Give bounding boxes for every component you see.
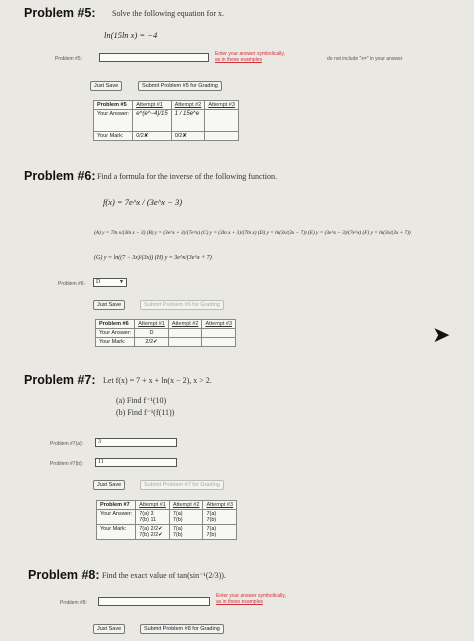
- attempt-1-link[interactable]: Attempt #1: [136, 501, 170, 510]
- problem-5-hint-line1: Enter your answer symbolically,: [215, 51, 285, 57]
- problem-8-title: Problem #8:: [28, 568, 100, 582]
- problem-6-equation: f(x) = 7e^x / (3e^x − 3): [103, 197, 183, 207]
- problem-5-title: Problem #5:: [24, 6, 96, 20]
- problem-8-just-save-button[interactable]: Just Save: [93, 624, 125, 634]
- problem-6-just-save-button[interactable]: Just Save: [93, 300, 125, 310]
- problem-8-submit-button[interactable]: Submit Problem #8 for Grading: [140, 624, 224, 634]
- problem-5-prompt: Solve the following equation for x.: [112, 9, 224, 18]
- mark-cell: [202, 338, 236, 347]
- problem-6-prompt: Find a formula for the inverse of the following function.: [97, 172, 277, 181]
- problem-5-results-table: [93, 100, 239, 141]
- table-header: Problem #7: [97, 501, 136, 510]
- problem-7-results-table: [96, 500, 237, 540]
- attempt-3-link[interactable]: Attempt #3: [205, 101, 239, 110]
- problem-7-just-save-button[interactable]: Just Save: [93, 480, 125, 490]
- attempt-2-link[interactable]: Attempt #2: [169, 501, 203, 510]
- row-label: Your Mark:: [97, 525, 136, 540]
- answer-cell: 1 / 15e^e: [171, 110, 205, 132]
- problem-6-choices-row1: (A) y = 7ln x/(3ln x − 3) (B) y = (3e^x + 3)/(7e^x) (C) y = (3ln x + 3)/(7ln x) (D) y = ln(3x/(3x − 7)) (E) y = (3e^x − 3)/(7e^x) (F) y = ln(3x/(3x + 7)): [94, 230, 411, 236]
- mouse-cursor-icon: ➤: [432, 322, 451, 347]
- problem-5-examples-link[interactable]: as in these examples: [215, 57, 262, 63]
- problem-8-examples-link[interactable]: as in these examples: [216, 599, 263, 605]
- mark-cell: 2/2✔: [135, 338, 169, 347]
- problem-6-select[interactable]: [93, 278, 127, 287]
- attempt-1-link[interactable]: Attempt #1: [135, 320, 169, 329]
- problem-7-part-a: (a) Find f⁻¹(10): [116, 396, 167, 405]
- table-header: Problem #5: [94, 101, 133, 110]
- problem-8-hint-line1: Enter your answer symbolically,: [216, 593, 286, 599]
- mark-cell: 0/2✘: [171, 132, 205, 141]
- answer-cell: D: [135, 329, 169, 338]
- problem-6-label: Problem #6:: [58, 281, 85, 287]
- problem-8-answer-field[interactable]: [98, 597, 210, 606]
- problem-8-hint: [216, 593, 286, 605]
- answer-cell: [168, 329, 202, 338]
- problem-5-just-save-button[interactable]: Just Save: [90, 81, 122, 91]
- answer-cell: 7(a) 7(b): [169, 510, 203, 525]
- problem-6-selected-value: D: [96, 279, 101, 285]
- answer-cell: [202, 329, 236, 338]
- attempt-2-link[interactable]: Attempt #2: [171, 101, 205, 110]
- problem-7-prompt: Let f(x) = 7 + x + ln(x − 2), x > 2.: [103, 376, 212, 385]
- problem-7-title: Problem #7:: [24, 373, 96, 387]
- problem-7a-label: Problem #7(a):: [50, 441, 84, 447]
- problem-8-label: Problem #8:: [60, 600, 87, 606]
- row-label: Your Mark:: [96, 338, 135, 347]
- row-label: Your Mark:: [94, 132, 133, 141]
- mark-cell: [205, 132, 239, 141]
- answer-cell: e^(e^−4)/15: [133, 110, 171, 132]
- problem-5-submit-button[interactable]: Submit Problem #5 for Grading: [138, 81, 222, 91]
- row-label: Your Answer:: [97, 510, 136, 525]
- mark-cell: [168, 338, 202, 347]
- attempt-3-link[interactable]: Attempt #3: [202, 320, 236, 329]
- problem-8-prompt: Find the exact value of tan(sin⁻¹(2/3)).: [102, 571, 226, 580]
- problem-5-hint: [215, 51, 285, 63]
- problem-5-note: do not include "x=" in your answer: [327, 56, 403, 62]
- answer-cell: 7(a) 7(b): [203, 510, 237, 525]
- problem-7-part-b: (b) Find f⁻¹(f(11)): [116, 408, 175, 417]
- answer-cell: [205, 110, 239, 132]
- attempt-2-link[interactable]: Attempt #2: [168, 320, 202, 329]
- problem-7b-label: Problem #7(b):: [50, 461, 84, 467]
- mark-cell: 0/2✘: [133, 132, 171, 141]
- problem-6-submit-button[interactable]: Submit Problem #6 for Grading: [140, 300, 224, 310]
- problem-5-answer-field[interactable]: [99, 53, 209, 62]
- attempt-1-link[interactable]: Attempt #1: [133, 101, 171, 110]
- problem-6-title: Problem #6:: [24, 169, 96, 183]
- attempt-3-link[interactable]: Attempt #3: [203, 501, 237, 510]
- problem-5-label: Problem #5:: [55, 56, 82, 62]
- row-label: Your Answer:: [94, 110, 133, 132]
- problem-7b-answer-field[interactable]: 11: [95, 458, 177, 467]
- problem-5-equation: ln(15ln x) = −4: [104, 30, 158, 40]
- row-label: Your Answer:: [96, 329, 135, 338]
- mark-cell: 7(a) 2/2✔ 7(b) 2/2✔: [136, 525, 170, 540]
- mark-cell: 7(a) 7(b): [169, 525, 203, 540]
- mark-cell: 7(a) 7(b): [203, 525, 237, 540]
- answer-cell: 7(a) 3 7(b) 11: [136, 510, 170, 525]
- problem-6-results-table: [95, 319, 236, 347]
- problem-7a-answer-field[interactable]: 3: [95, 438, 177, 447]
- chevron-down-icon: ▼: [119, 280, 124, 285]
- problem-6-choices-row2: (G) y = ln((7 − 3x)/(3x)) (H) y = 3e^x/(3e^x + 7): [94, 255, 212, 261]
- table-header: Problem #6: [96, 320, 135, 329]
- problem-7-submit-button[interactable]: Submit Problem #7 for Grading: [140, 480, 224, 490]
